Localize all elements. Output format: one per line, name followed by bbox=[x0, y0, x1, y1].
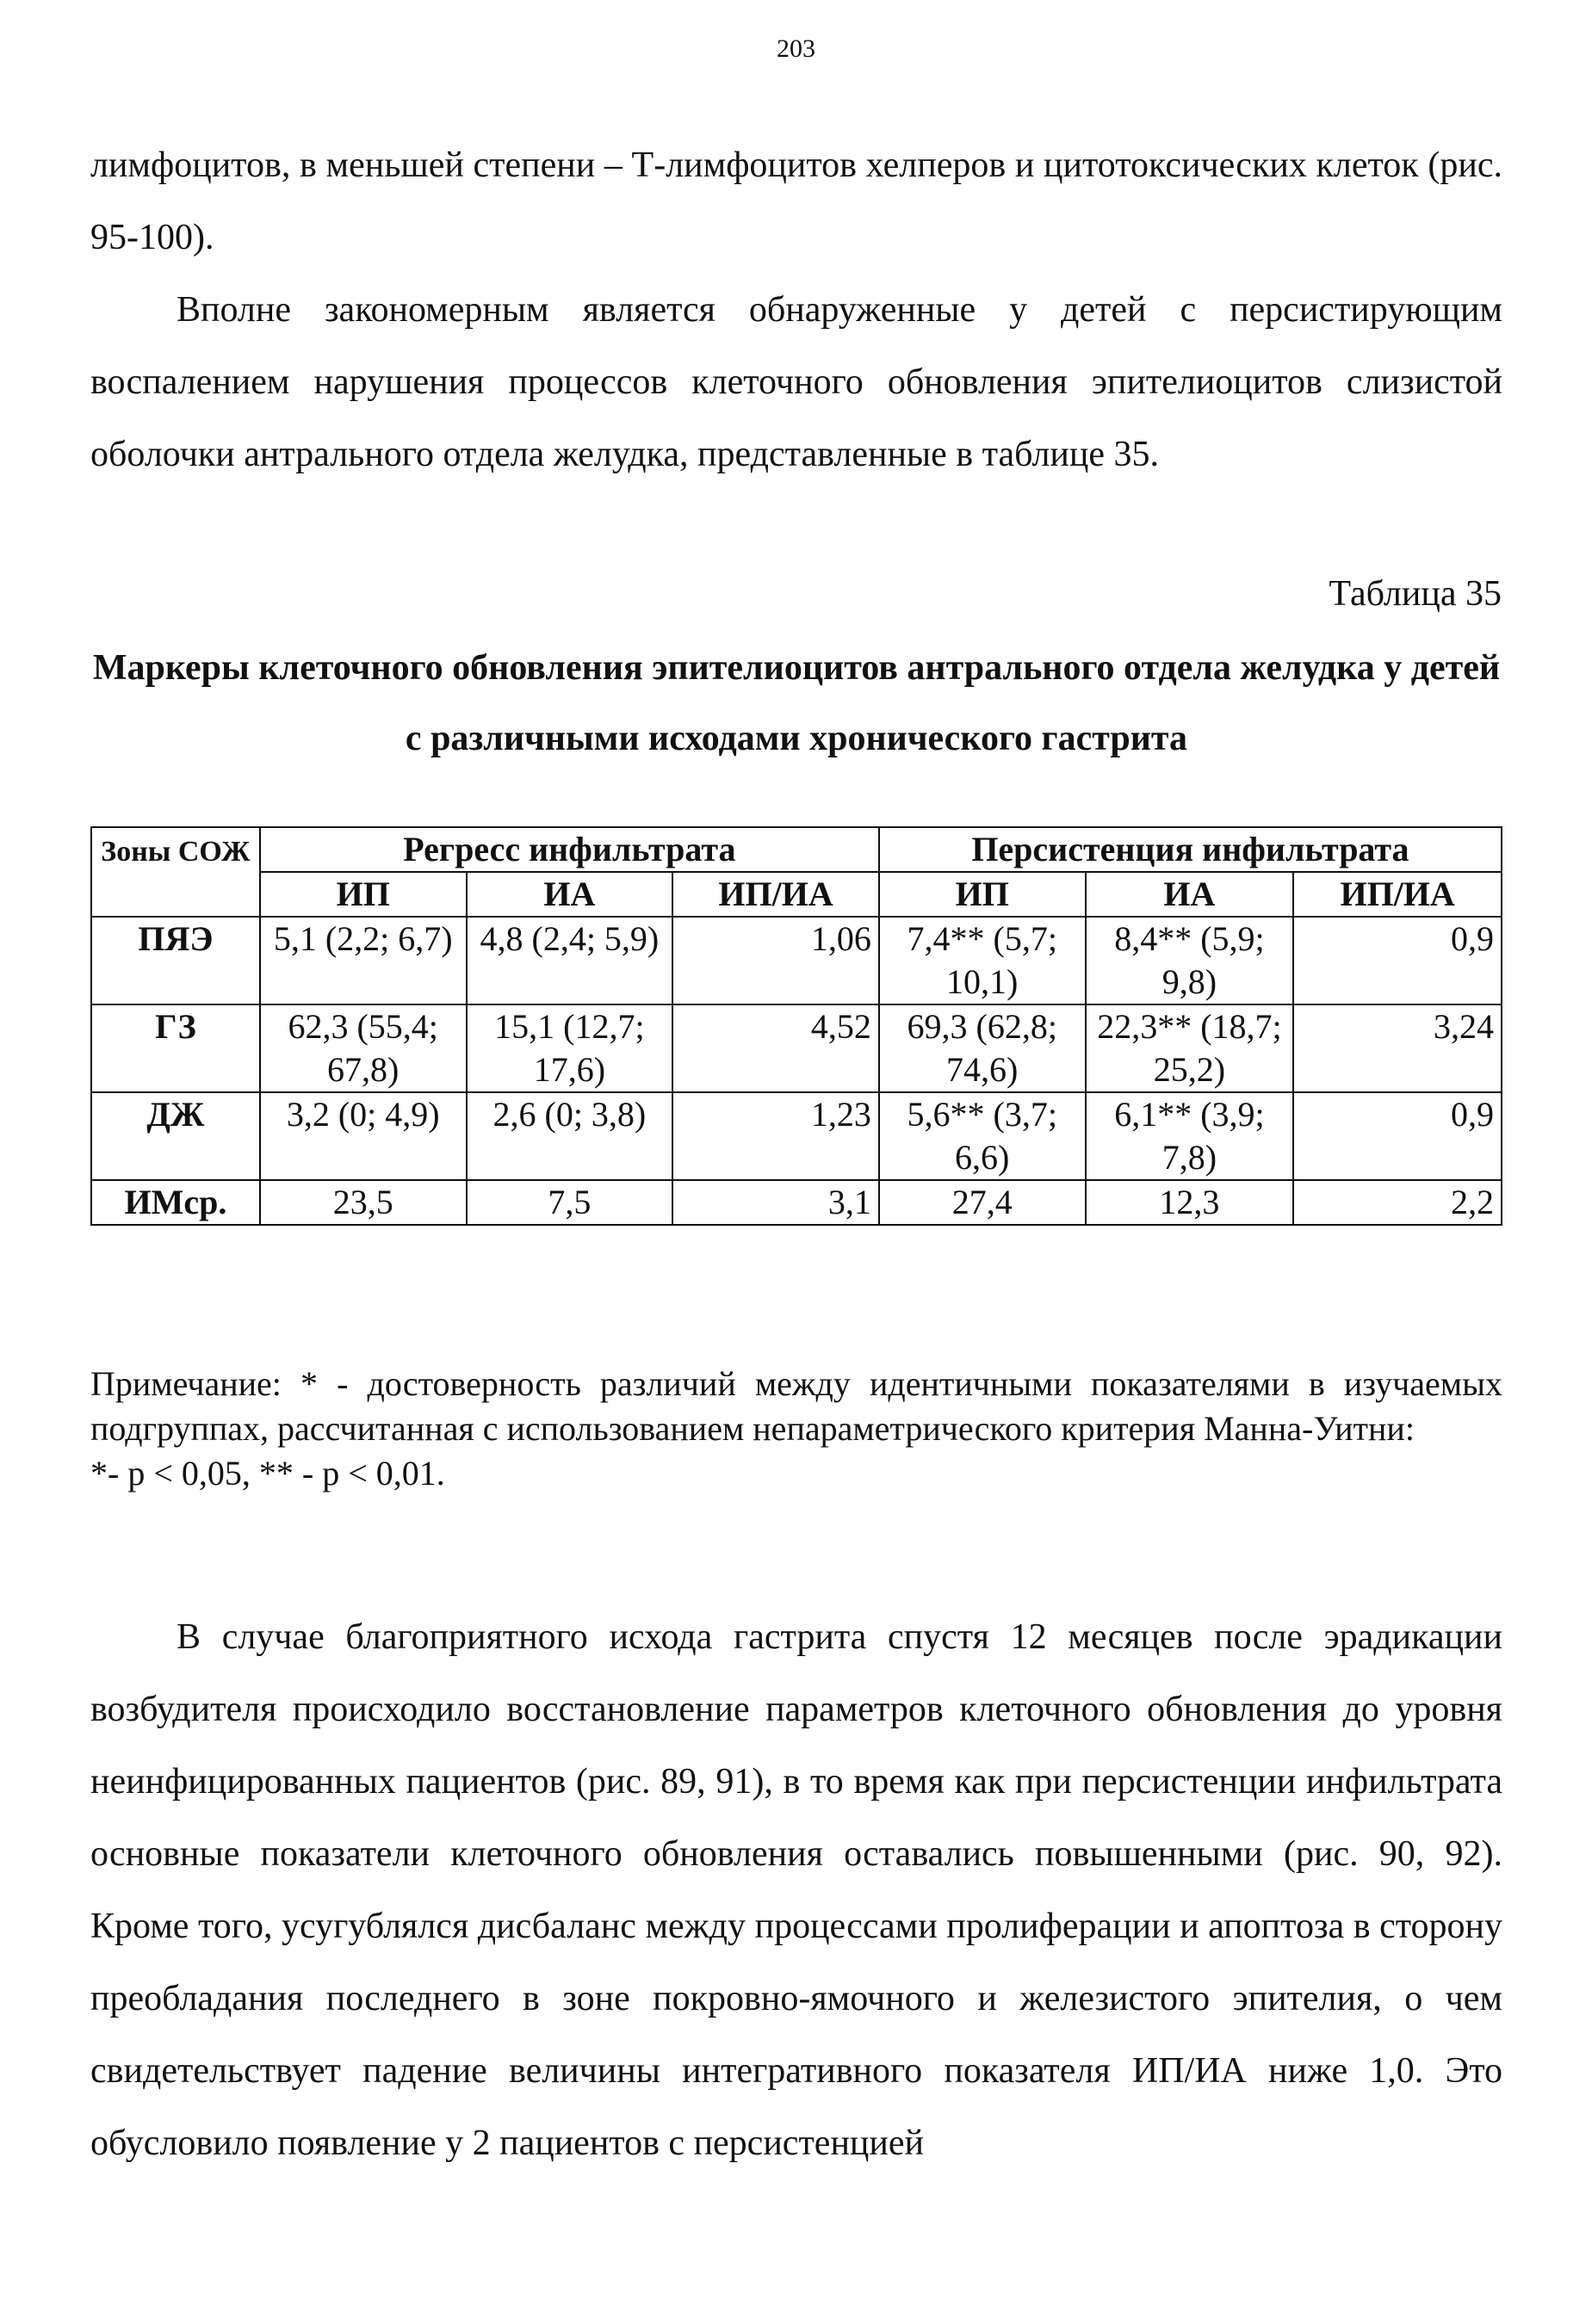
table-cell: 8,4** (5,9; 9,8) bbox=[1086, 917, 1294, 1004]
subheader: ИА bbox=[467, 872, 673, 917]
table-cell: 1,06 bbox=[672, 917, 879, 1004]
table-cell: 1,23 bbox=[672, 1092, 879, 1180]
table-cell: 3,24 bbox=[1293, 1004, 1502, 1092]
table-cell: 0,9 bbox=[1293, 1092, 1502, 1180]
subheader: ИП bbox=[260, 872, 467, 917]
table-cell: 2,2 bbox=[1293, 1180, 1502, 1225]
table-row bbox=[91, 917, 1502, 1004]
table-cell: 23,5 bbox=[260, 1180, 467, 1225]
table-cell: 69,3 (62,8; 74,6) bbox=[879, 1004, 1086, 1092]
table-cell: 5,1 (2,2; 6,7) bbox=[260, 917, 467, 1004]
group-header-regress: Регресс инфильтрата bbox=[260, 827, 879, 872]
zone-cell: ПЯЭ bbox=[91, 917, 260, 1004]
subheader: ИП/ИА bbox=[1293, 872, 1502, 917]
table-row bbox=[91, 1092, 1502, 1180]
paragraph-3: В случае благоприятного исхода гастрита спустя 12 месяцев после эрадикации возбудителя происходило восстановление параметров клеточного обновления до уровня неинфицированных пациентов (рис. 89, 91), в то время как при персистенции инфильтрата основные показатели клеточного обновления оставались повышенными (рис. 90, 92). Кроме того, усугублялся дисбаланс между процессами пролиферации и апоптоза в сторону преобладания последнего в зоне покровно-ямочного и железистого эпителия, о чем свидетельствует падение величины интегративного показателя ИП/ИА ниже 1,0. Это обусловило появление у 2 пациентов с персистенцией bbox=[90, 1617, 1502, 2163]
table-cell: 7,4** (5,7; 10,1) bbox=[879, 917, 1086, 1004]
table-cell: 2,6 (0; 3,8) bbox=[467, 1092, 673, 1180]
note-text: Примечание: * - достоверность различий между идентичными показателями в изучаемых подгруппах, рассчитанная с использованием непараметрического критерия Манна-Уитни: bbox=[90, 1364, 1502, 1448]
zone-cell: ДЖ bbox=[91, 1092, 260, 1180]
data-table bbox=[90, 826, 1502, 1226]
subheader: ИП/ИА bbox=[672, 872, 879, 917]
table-note bbox=[90, 1362, 1502, 1496]
table-cell: 3,1 bbox=[672, 1180, 879, 1225]
table-cell: 0,9 bbox=[1293, 917, 1502, 1004]
table-title: Маркеры клеточного обновления эпителиоцитов антрального отдела желудка у детей с различными исходами хронического гастрита bbox=[92, 648, 1501, 758]
table-cell: 12,3 bbox=[1086, 1180, 1294, 1225]
zone-header: Зоны СОЖ bbox=[91, 827, 260, 917]
table-cell: 15,1 (12,7; 17,6) bbox=[467, 1004, 673, 1092]
note-significance: *- p < 0,05, ** - p < 0,01. bbox=[90, 1454, 445, 1493]
subheader: ИП bbox=[879, 872, 1086, 917]
table-cell: 4,52 bbox=[672, 1004, 879, 1092]
table-subheader-row bbox=[91, 872, 1502, 917]
table-cell: 22,3** (18,7; 25,2) bbox=[1086, 1004, 1294, 1092]
table-caption: Таблица 35 bbox=[1329, 574, 1502, 614]
paragraph-1: лимфоцитов, в меньшей степени – Т-лимфоцитов хелперов и цитотоксических клеток (рис. 95-100). bbox=[90, 145, 1502, 257]
table-cell: 4,8 (2,4; 5,9) bbox=[467, 917, 673, 1004]
table-header-row bbox=[91, 827, 1502, 872]
table-row-mean bbox=[91, 1180, 1502, 1225]
table-cell: 62,3 (55,4; 67,8) bbox=[260, 1004, 467, 1092]
table-cell: 3,2 (0; 4,9) bbox=[260, 1092, 467, 1180]
subheader: ИА bbox=[1086, 872, 1294, 917]
table-cell: 7,5 bbox=[467, 1180, 673, 1225]
table-cell: 6,1** (3,9; 7,8) bbox=[1086, 1092, 1294, 1180]
table-cell: 27,4 bbox=[879, 1180, 1086, 1225]
paragraph-2: Вполне закономерным является обнаруженные у детей с персистирующим воспалением нарушения процессов клеточного обновления эпителиоцитов слизистой оболочки антрального отдела желудка, представленные в таблице 35. bbox=[90, 290, 1502, 474]
table-row bbox=[91, 1004, 1502, 1092]
zone-cell: ГЗ bbox=[91, 1004, 260, 1092]
zone-cell: ИМср. bbox=[91, 1180, 260, 1225]
group-header-persistence: Персистенция инфильтрата bbox=[879, 827, 1502, 872]
table-cell: 5,6** (3,7; 6,6) bbox=[879, 1092, 1086, 1180]
page-number: 203 bbox=[777, 34, 815, 63]
